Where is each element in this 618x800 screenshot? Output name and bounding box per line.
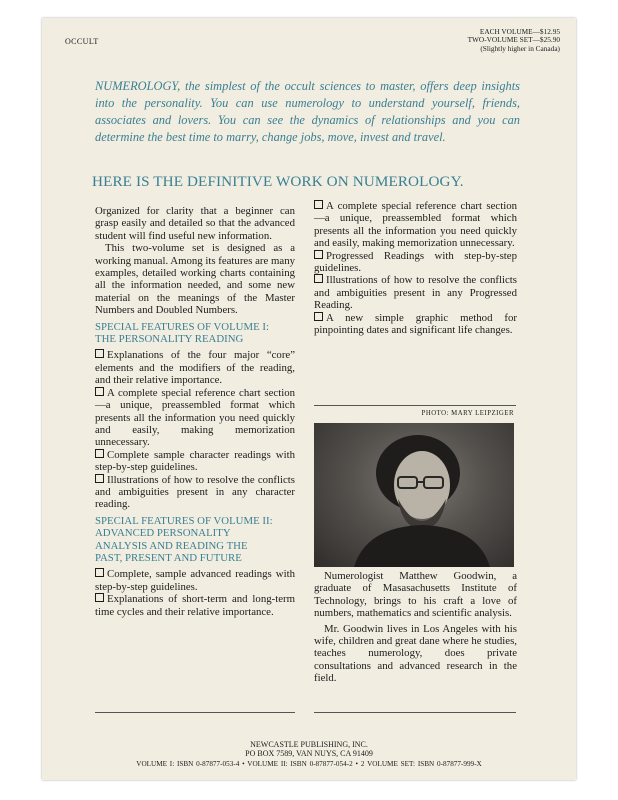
intro-body-paragraph: Organized for clarity that a beginner can grasp easily and detailed so that the advanced student will find useful new information. — [95, 205, 295, 242]
bio-paragraph: Mr. Goodwin lives in Los Angeles with his wife, children and great dane where he studies, teaches numerology, does private consultations and advanced research in the field. — [314, 622, 517, 685]
price-each-volume: EACH VOLUME—$12.95 — [479, 27, 560, 36]
category-label: OCCULT — [65, 37, 99, 46]
bullet-icon: • — [355, 760, 361, 768]
price-block — [410, 28, 560, 53]
isbn-volume-2: VOLUME II: ISBN 0-87877-054-2 — [247, 760, 353, 768]
price-canada-note: (Slightly higher in Canada) — [480, 43, 560, 53]
right-column — [314, 200, 517, 336]
publisher-address: PO BOX 7589, VAN NUYS, CA 91409 — [245, 749, 373, 759]
checkbox-icon — [95, 568, 104, 577]
author-portrait-icon — [314, 423, 514, 567]
isbn-set: 2 VOLUME SET: ISBN 0-87877-999-X — [360, 760, 482, 768]
list-item: Progressed Readings with step-by-step guidelines. — [314, 249, 517, 275]
author-photo — [314, 423, 514, 567]
author-bio — [314, 570, 517, 685]
manual-description-paragraph: This two-volume set is designed as a working manual. Among its features are many examples, detailed working charts containing all the information needed, and some new material on the meanings of the Master Numbers and Doubled Numbers. — [95, 242, 295, 317]
checkbox-icon — [95, 349, 104, 358]
list-item: Illustrations of how to resolve the conflicts and ambiguities present in any character reading. — [95, 473, 295, 511]
publisher-name: NEWCASTLE PUBLISHING, INC. — [250, 740, 368, 749]
list-item: Explanations of the four major “core” elements and the modifiers of the reading, and their relative importance. — [95, 349, 295, 387]
volume-2-heading: SPECIAL FEATURES OF VOLUME II: ADVANCED PERSONALITY ANALYSIS AND READING THE PAST, PRESENT AND FUTURE — [95, 514, 273, 564]
bullet-icon: • — [242, 760, 248, 768]
divider — [314, 712, 516, 713]
bio-paragraph: Numerologist Matthew Goodwin, a graduate of Masasachusetts Institute of Technology, brings to his craft a love of numbers, mathematics and scientific analysis. — [314, 570, 517, 620]
list-item: A complete special reference chart section—a unique, preassembled format which presents all the information you need quickly and easily, making memorization unnecessary. — [95, 386, 295, 449]
list-item: Explanations of short-term and long-term time cycles and their relative importance. — [95, 593, 295, 618]
list-item: A new simple graphic method for pinpointing dates and significant life changes. — [314, 311, 517, 337]
divider — [95, 712, 295, 713]
checkbox-icon — [314, 200, 323, 209]
divider — [314, 405, 516, 406]
isbn-line — [42, 760, 576, 768]
list-item: Complete, sample advanced readings with step-by-step guidelines. — [95, 568, 295, 593]
list-item: A complete special reference chart section—a unique, preassembled format which presents all the information you need quickly and easily, making memorization unnecessary. — [314, 200, 517, 250]
checkbox-icon — [314, 312, 323, 321]
isbn-volume-1: VOLUME I: ISBN 0-87877-053-4 — [136, 760, 240, 768]
checkbox-icon — [95, 449, 104, 458]
checkbox-icon — [95, 387, 104, 396]
checkbox-icon — [314, 274, 323, 283]
book-back-cover — [42, 18, 576, 780]
checkbox-icon — [95, 474, 104, 483]
intro-paragraph: NUMEROLOGY, the simplest of the occult sciences to master, offers deep insights into the personality. You can use numerology to understand yourself, friends, associates and lovers. You can see the dynamics of relationships and you can determine the best time to marry, change jobs, move, invest and travel. — [95, 79, 520, 144]
list-item: Illustrations of how to resolve the conflicts and ambiguities present in any Progressed Reading. — [314, 274, 517, 312]
photo-credit: PHOTO: MARY LEIPZIGER — [421, 410, 514, 417]
checkbox-icon — [314, 250, 323, 259]
checkbox-icon — [95, 593, 104, 602]
price-two-volume-set: TWO-VOLUME SET—$25.90 — [467, 35, 560, 45]
publisher-info — [142, 740, 476, 758]
left-column — [95, 205, 295, 618]
list-item: Complete sample character readings with step-by-step guidelines. — [95, 448, 295, 474]
volume-1-heading: SPECIAL FEATURES OF VOLUME I: THE PERSONALITY READING — [95, 320, 269, 346]
headline: HERE IS THE DEFINITIVE WORK ON NUMEROLOGY. — [92, 173, 464, 190]
